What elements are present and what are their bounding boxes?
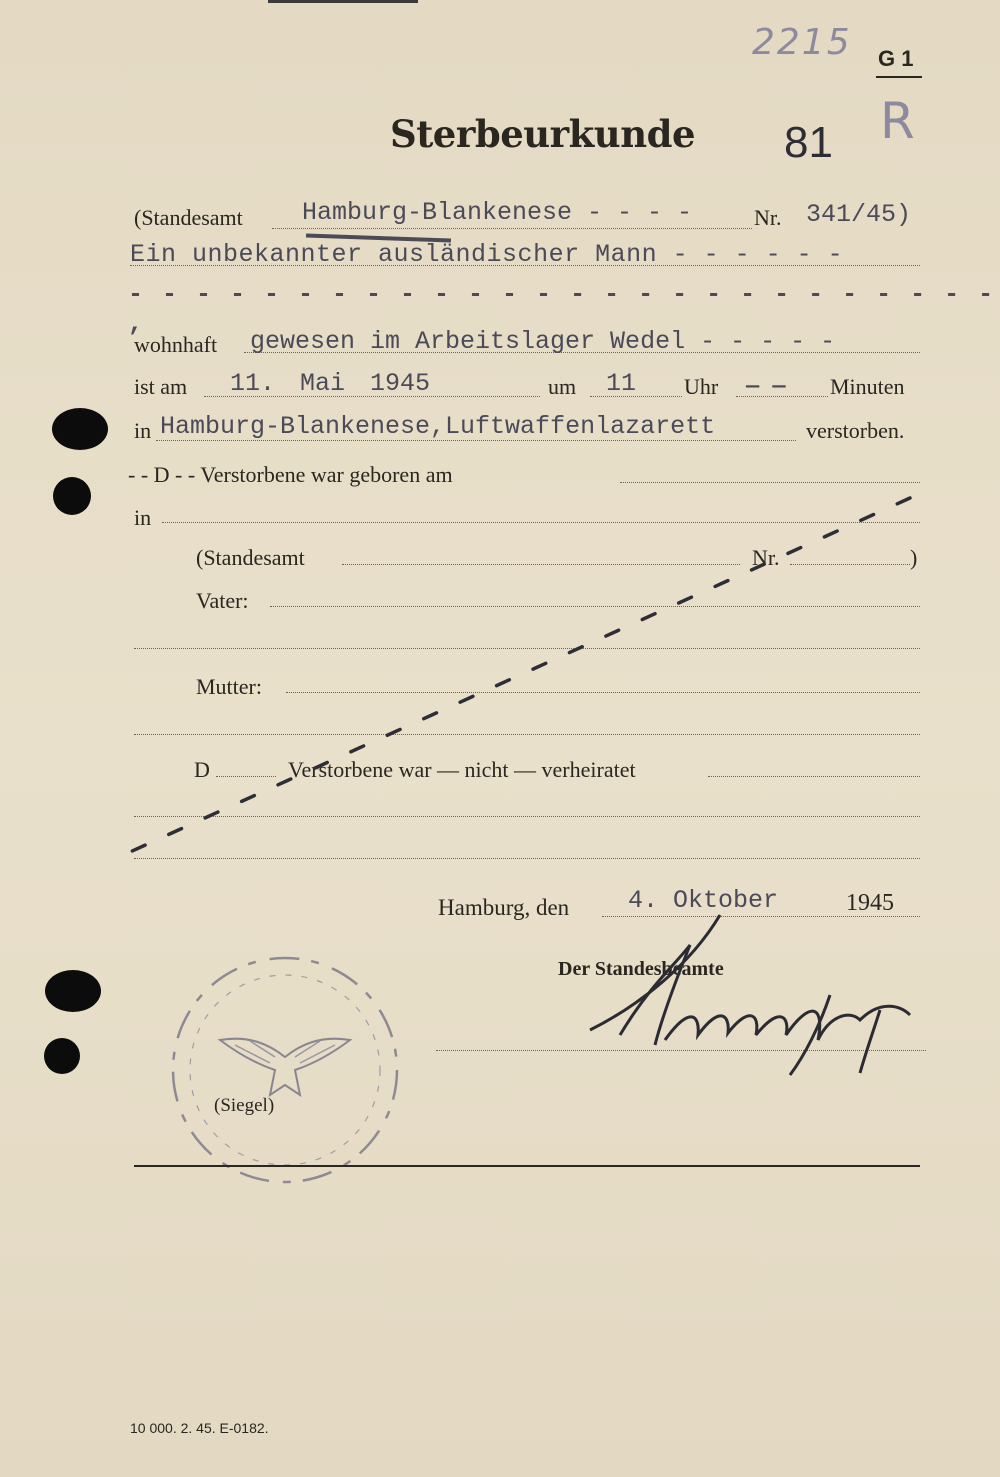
stamp-mark: R bbox=[880, 92, 915, 150]
official-seal bbox=[160, 945, 410, 1195]
seal-label: (Siegel) bbox=[214, 1095, 275, 1116]
series-code-underline bbox=[876, 76, 922, 78]
punch-hole bbox=[52, 408, 108, 450]
father-label: Vater: bbox=[196, 588, 249, 613]
residence-value: gewesen im Arbeitslager Wedel - - - - - bbox=[250, 327, 836, 356]
strike-through-dashes bbox=[120, 490, 920, 860]
official-label: Der Standesbeamte bbox=[558, 958, 724, 980]
official-signature bbox=[580, 905, 930, 1085]
birth-registry-nr-label: Nr. bbox=[752, 545, 780, 570]
birth-line: - - D - - Verstorbene war geboren am bbox=[128, 462, 453, 487]
birth-place-label: in bbox=[134, 505, 152, 530]
death-place-value: Hamburg-Blankenese,Luftwaffenlazarett bbox=[160, 412, 716, 441]
marital-text: Verstorbene war — nicht — verheiratet bbox=[288, 757, 636, 782]
death-place-label: in bbox=[134, 418, 152, 443]
form-code: 10 000. 2. 45. E-0182. bbox=[130, 1420, 269, 1436]
mother-label: Mutter: bbox=[196, 674, 262, 699]
name-dotted-line bbox=[130, 265, 920, 266]
deceased-name-line-2: - - - - - - - - - - - - - - - - - - - - - - - - - - , bbox=[128, 280, 996, 338]
birth-registry-label: (Standesamt bbox=[196, 545, 305, 570]
archive-number: 2215 bbox=[752, 22, 852, 63]
marital-label-d: D bbox=[194, 757, 210, 782]
document-title: Sterbeurkunde bbox=[390, 112, 696, 156]
bottom-rule bbox=[134, 1165, 920, 1167]
minutes-label: Minuten bbox=[830, 374, 905, 399]
top-edge-mark bbox=[268, 0, 418, 3]
series-code: G 1 bbox=[878, 46, 914, 71]
birth-dotted-line bbox=[620, 482, 920, 483]
death-date-label: ist am bbox=[134, 374, 188, 399]
uhr-label: Uhr bbox=[684, 374, 719, 399]
registry-nr-value: 341/45) bbox=[806, 200, 912, 229]
punch-hole bbox=[44, 1038, 80, 1074]
punch-hole bbox=[45, 970, 101, 1012]
entry-number: 81 bbox=[784, 118, 833, 167]
verstorben-label: verstorben. bbox=[806, 418, 905, 443]
registry-value: Hamburg-Blankenese - - - - bbox=[302, 198, 693, 227]
registry-nr-label: Nr. bbox=[754, 205, 782, 230]
death-month: Mai bbox=[300, 369, 346, 398]
birth-registry-close: ) bbox=[910, 545, 918, 570]
issue-city-label: Hamburg, den bbox=[438, 895, 570, 920]
death-year: 1945 bbox=[370, 369, 431, 398]
registry-label: (Standesamt bbox=[134, 205, 243, 230]
registry-dotted-line bbox=[272, 228, 752, 229]
residence-label: wohnhaft bbox=[134, 332, 218, 357]
issue-date-value: 4. Oktober bbox=[628, 886, 779, 915]
deceased-name-line: Ein unbekannter ausländischer Mann - - - - - - bbox=[130, 240, 844, 269]
death-hour: 11 bbox=[606, 369, 637, 398]
minutes-dashes: — — bbox=[746, 374, 786, 399]
punch-hole bbox=[53, 477, 91, 515]
issue-year: 1945 bbox=[846, 890, 894, 916]
um-label: um bbox=[548, 374, 577, 399]
death-day: 11. bbox=[230, 369, 276, 398]
